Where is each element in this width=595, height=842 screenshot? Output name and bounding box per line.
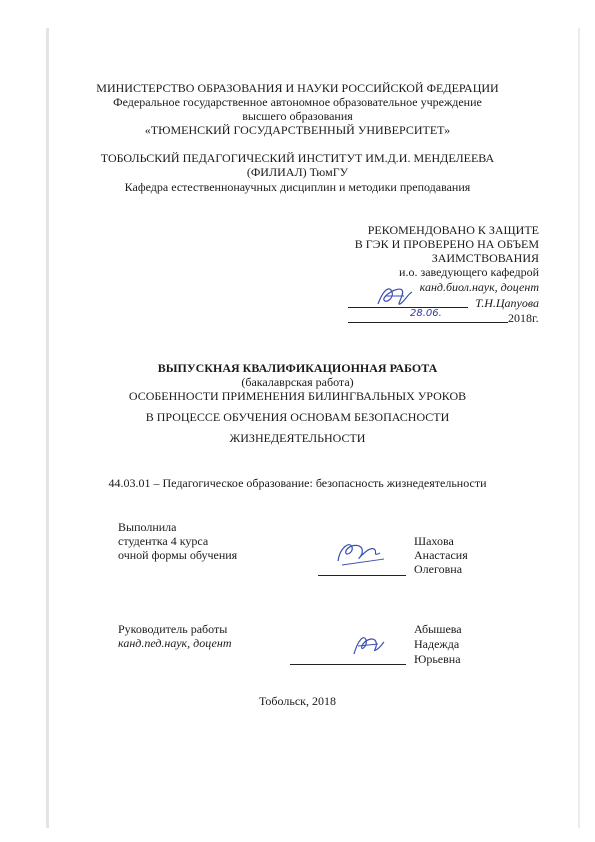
supervisor-label: Руководитель работы <box>118 622 228 636</box>
author-signature-line <box>318 575 406 576</box>
approval-name: Т.Н.Цапуова <box>475 296 539 310</box>
institute-name: ТОБОЛЬСКИЙ ПЕДАГОГИЧЕСКИЙ ИНСТИТУТ ИМ.Д.И. МЕНДЕЛЕЕВА <box>100 151 495 165</box>
work-title-line-2: В ПРОЦЕССЕ ОБУЧЕНИЯ ОСНОВАМ БЕЗОПАСНОСТИ <box>145 410 450 424</box>
author-patronymic: Олеговна <box>414 562 463 576</box>
institution-type-line-2: высшего образования <box>242 109 353 123</box>
supervisor-degree: канд.пед.наук, доцент <box>118 636 232 650</box>
author-first-name: Анастасия <box>414 548 468 562</box>
approval-date-handwritten: 28.06. <box>410 308 442 319</box>
university-name: «ТЮМЕНСКИЙ ГОСУДАРСТВЕННЫЙ УНИВЕРСИТЕТ» <box>144 123 451 137</box>
author-label-3: очной формы обучения <box>118 548 238 562</box>
institution-type-line: Федеральное государственное автономное образовательное учреждение <box>113 95 482 109</box>
scan-edge-right <box>578 28 580 828</box>
approval-date-line <box>348 322 508 323</box>
supervisor-surname: Абышева <box>414 622 462 636</box>
approval-line-1: РЕКОМЕНДОВАНО К ЗАЩИТЕ <box>367 223 539 237</box>
department-name: Кафедра естественнонаучных дисциплин и методики преподавания <box>124 180 471 194</box>
author-label-1: Выполнила <box>118 520 177 534</box>
approval-position: и.о. заведующего кафедрой <box>399 265 539 279</box>
approval-line-3: ЗАИМСТВОВАНИЯ <box>431 251 539 265</box>
author-surname: Шахова <box>414 534 454 548</box>
approval-year: 2018г. <box>508 311 539 325</box>
approval-signature <box>372 282 416 310</box>
work-subtype: (бакалаврская работа) <box>241 375 354 389</box>
approval-degree: канд.биол.наук, доцент <box>419 280 539 294</box>
work-title-line-1: ОСОБЕННОСТИ ПРИМЕНЕНИЯ БИЛИНГВАЛЬНЫХ УРОКОВ <box>128 389 467 403</box>
work-type: ВЫПУСКНАЯ КВАЛИФИКАЦИОННАЯ РАБОТА <box>157 361 438 375</box>
specialty-line: 44.03.01 – Педагогическое образование: безопасность жизнедеятельности <box>108 476 487 490</box>
author-label-2: студентка 4 курса <box>118 534 209 548</box>
supervisor-first-name: Надежда <box>414 637 460 651</box>
city-year: Тобольск, 2018 <box>259 694 336 708</box>
approval-line-2: В ГЭК И ПРОВЕРЕНО НА ОБЪЕМ <box>354 237 539 251</box>
author-signature <box>330 535 390 571</box>
work-title-line-3: ЖИЗНЕДЕЯТЕЛЬНОСТИ <box>229 431 366 445</box>
supervisor-signature <box>344 626 388 660</box>
supervisor-patronymic: Юрьевна <box>414 652 461 666</box>
supervisor-signature-line <box>290 664 406 665</box>
institute-branch: (ФИЛИАЛ) ТюмГУ <box>246 165 349 179</box>
ministry-line: МИНИСТЕРСТВО ОБРАЗОВАНИЯ И НАУКИ РОССИЙСКОЙ ФЕДЕРАЦИИ <box>96 81 499 95</box>
scan-edge-left <box>46 28 49 828</box>
